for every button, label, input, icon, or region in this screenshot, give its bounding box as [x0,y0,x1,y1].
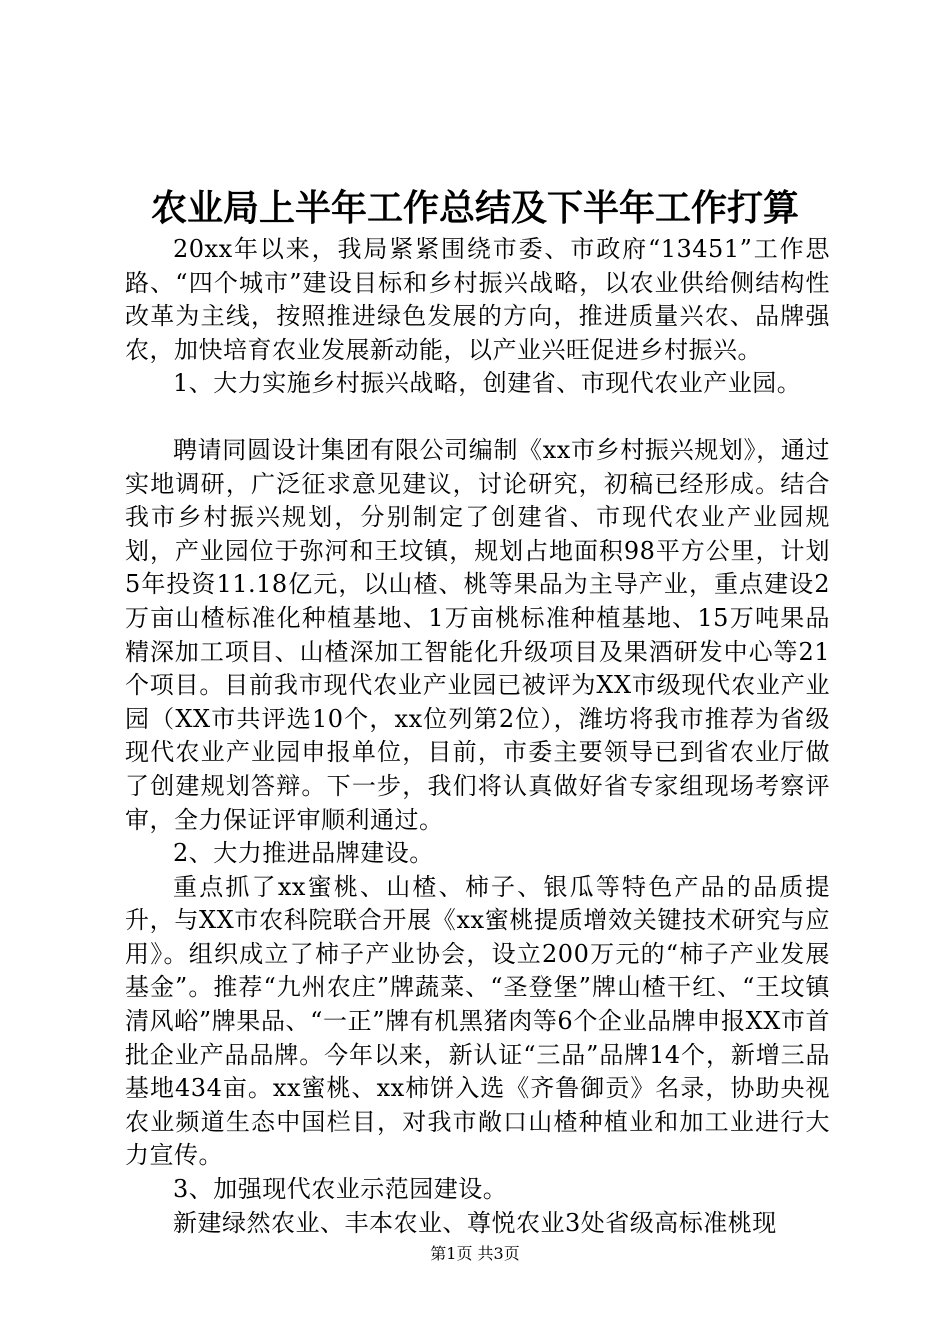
section-paragraph-3: 新建绿然农业、丰本农业、尊悦农业3处省级高标准桃现 [173,1208,777,1237]
section-heading-1: 1、大力实施乡村振兴战略，创建省、市现代农业产业园。 [173,369,802,398]
document-body [125,233,830,1240]
intro-paragraph: 20xx年以来，我局紧紧围绕市委、市政府“13451”工作思路、“四个城市”建设目标和乡村振兴战略，以农业供给侧结构性改革为主线，按照推进绿色发展的方向，推进质量兴农、品牌强农，加快培育农业发展新动能，以产业兴旺促进乡村振兴。 [125,235,830,364]
section-paragraph-1: 聘请同圆设计集团有限公司编制《xx市乡村振兴规划》，通过实地调研，广泛征求意见建议，讨论研究，初稿已经形成。结合我市乡村振兴规划，分别制定了创建省、市现代农业产业园规划，产业园位于弥河和王坟镇，规划占地面积98平方公里，计划5年投资11.18亿元，以山楂、桃等果品为主导产业，重点建设2万亩山楂标准化种植基地、1万亩桃标准种植基地、15万吨果品精深加工项目、山楂深加工智能化升级项目及果酒研发中心等21个项目。目前我市现代农业产业园已被评为XX市级现代农业产业园（XX市共评选10个，xx位列第2位），潍坊将我市推荐为省级现代农业产业园申报单位，目前，市委主要领导已到省农业厅做了创建规划答辩。下一步，我们将认真做好省专家组现场考察评审，全力保证评审顺利通过。 [125,435,830,834]
page-number-footer: 第1页 共3页 [430,1244,520,1263]
section-heading-2: 2、大力推进品牌建设。 [173,839,434,868]
section-paragraph-2: 重点抓了xx蜜桃、山楂、柿子、银瓜等特色产品的品质提升，与XX市农科院联合开展《xx蜜桃提质增效关键技术研究与应用》。组织成立了柿子产业协会，设立200万元的“柿子产业发展基金”。推荐“九州农庄”牌蔬菜、“圣登堡”牌山楂干红、“王坟镇清风峪”牌果品、“一正”牌有机黑猪肉等6个企业品牌申报XX市首批企业产品品牌。今年以来，新认证“三品”品牌14个，新增三品基地434亩。xx蜜桃、xx柿饼入选《齐鲁御贡》名录，协助央视农业频道生态中国栏目，对我市敞口山楂种植业和加工业进行大力宣传。 [125,872,830,1170]
section-heading-3: 3、加强现代农业示范园建设。 [173,1175,508,1204]
document-title: 农业局上半年工作总结及下半年工作打算 [150,187,799,229]
